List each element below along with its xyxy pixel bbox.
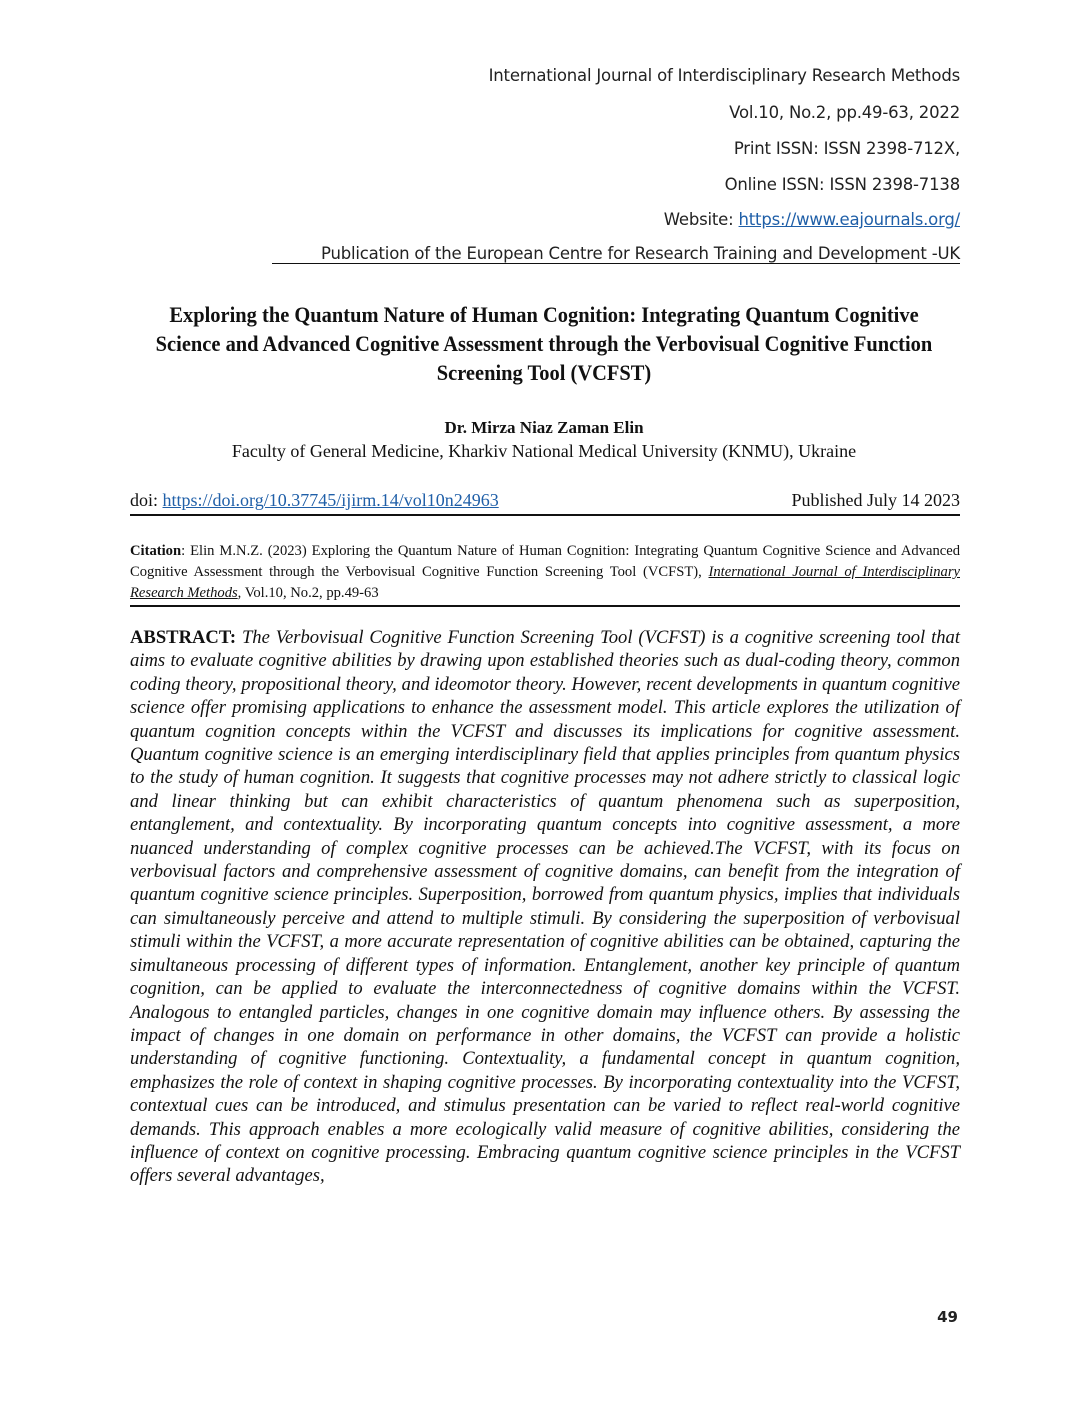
doi-divider: [130, 514, 960, 516]
published-date: Published July 14 2023: [791, 490, 960, 510]
author-name: Dr. Mirza Niaz Zaman Elin: [444, 418, 644, 437]
doi-line: [130, 490, 499, 511]
doi-label: doi:: [130, 490, 163, 510]
publisher-line: Publication of the European Centre for Research Training and Development -UK: [321, 244, 960, 263]
page-number: 49: [937, 1308, 958, 1326]
abstract-separator: :: [229, 627, 242, 648]
citation-details: , Vol.10, No.2, pp.49-63: [237, 585, 379, 601]
website-label: Website:: [663, 210, 739, 229]
online-issn: Online ISSN: ISSN 2398-7138: [724, 175, 960, 194]
author-affiliation: Faculty of General Medicine, Kharkiv National Medical University (KNMU), Ukraine: [231, 441, 857, 461]
citation-divider: [130, 605, 960, 607]
website-line: [664, 210, 960, 229]
abstract-text: The Verbovisual Cognitive Function Screening Tool (VCFST) is a cognitive screening tool that aims to evaluate cognitive abilities by drawing upon established theories such as dual-coding theory, common coding theory, propositional theory, and ideomotor theory. However, recent developments in quantum cognitive science offer promising applications to enhance the assessment model. This article explores the utilization of quantum cognition concepts within the VCFST and discusses its implications for cognitive assessment. Quantum cognitive science is an emerging interdisciplinary field that applies principles from quantum physics to the study of human cognition. It suggests that cognitive processes may not adhere strictly to classical logic and linear thinking but can exhibit characteristics of quantum phenomena such as superposition, entanglement, and contextuality. By incorporating quantum concepts into cognitive assessment, a more nuanced understanding of complex cognitive processes can be achieved.The VCFST, with its focus on verbovisual factors and comprehensive assessment of cognitive domains, can benefit from the integration of quantum cognitive science principles. Superposition, borrowed from quantum physics, implies that individuals can simultaneously perceive and attend to multiple stimuli. By considering the superposition of verbovisual stimuli within the VCFST, a more accurate representation of cognitive abilities can be obtained, capturing the simultaneous processing of different types of information. Entanglement, another key principle of quantum cognition, can be applied to evaluate the interconnectedness of cognitive domains within the VCFST. Analogous to entangled particles, changes in one cognitive domain may influence others. By assessing the impact of changes in one domain on performance in other domains, the VCFST can provide a holistic understanding of cognitive functioning. Contextuality, a fundamental concept in quantum cognition, emphasizes the role of context in shaping cognitive processes. By incorporating contextuality into the VCFST, contextual cues can be introduced, and stimulus presentation can be varied to reflect real-world cognitive demands. This approach enables a more ecologically valid measure of cognitive abilities, considering the influence of context on cognitive processing. Embracing quantum cognitive science principles in the VCFST offers several advantages,: [130, 627, 961, 1187]
abstract-label: ABSTRACT: [130, 627, 230, 648]
doi-link[interactable]: https://doi.org/10.37745/ijirm.14/vol10n24963: [162, 490, 499, 510]
abstract-block: [130, 626, 960, 1188]
print-issn: Print ISSN: ISSN 2398-712X,: [733, 139, 960, 158]
doi-row: [130, 490, 960, 511]
citation-text: : Elin M.N.Z. (2023) Exploring the Quantum Nature of Human Cognition: Integrating Quantum Cognitive Science and Advanced Cognitive Assessment through the Verbovisual Cognitive Function Screening Tool (VCFST),: [130, 543, 960, 580]
volume-info: Vol.10, No.2, pp.49-63, 2022: [729, 103, 960, 122]
citation-block: [130, 541, 960, 604]
journal-name: International Journal of Interdisciplinary Research Methods: [488, 66, 960, 85]
citation-label: Citation: [130, 543, 182, 559]
article-title: Exploring the Quantum Nature of Human Cognition: Integrating Quantum Cognitive Science and Advanced Cognitive Assessment through the Verbovisual Cognitive Function Screening Tool (VCFST): [155, 302, 933, 385]
citation-journal: International Journal of Interdisciplinary Research Methods: [130, 564, 960, 601]
header-divider: [272, 263, 960, 264]
website-link[interactable]: https://www.eajournals.org/: [738, 210, 960, 229]
